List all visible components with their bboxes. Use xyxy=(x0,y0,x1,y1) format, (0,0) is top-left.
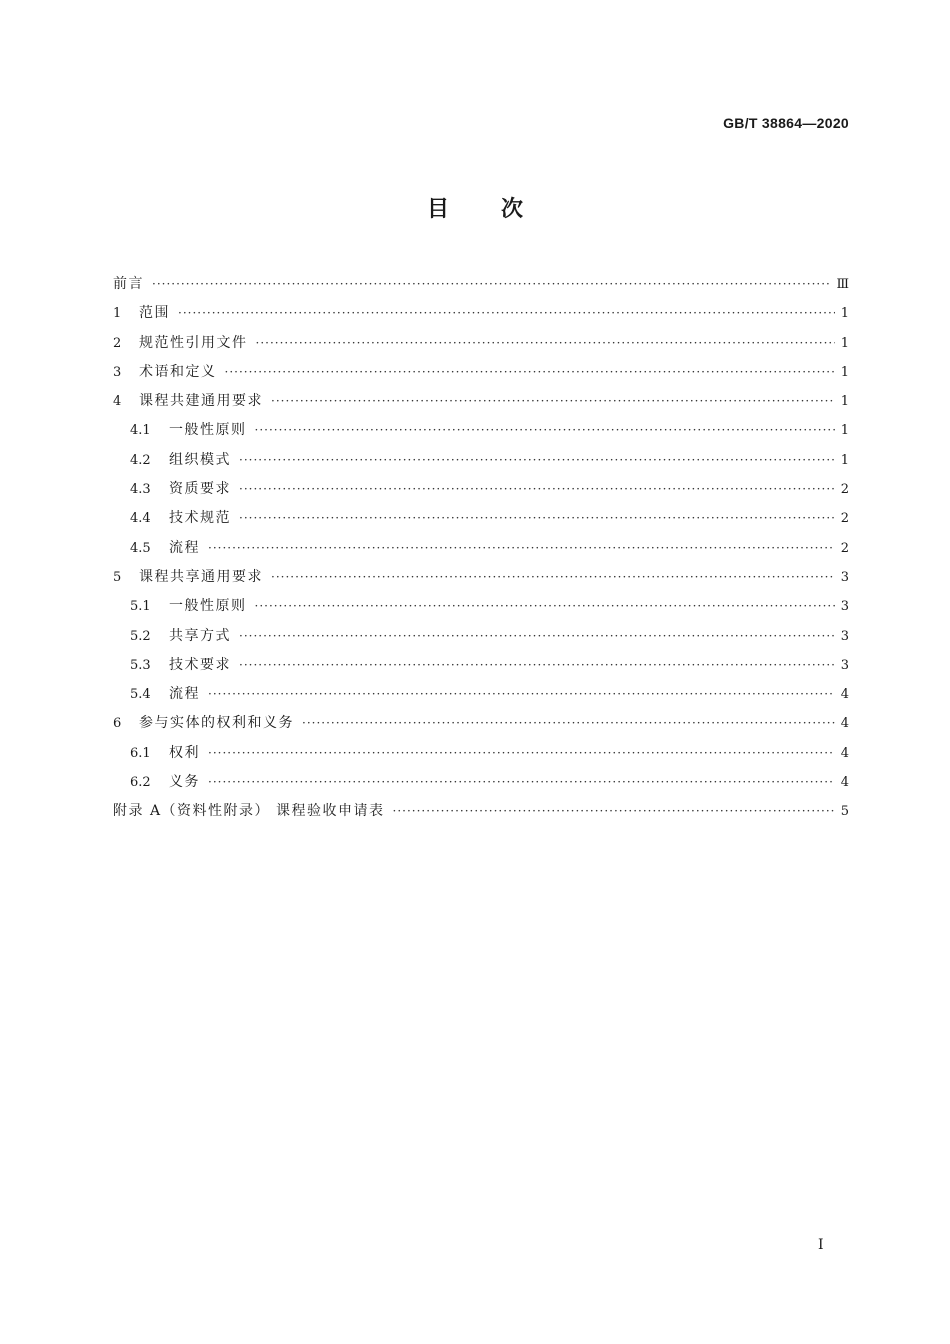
toc-entry-label: 课程共享通用要求 xyxy=(139,568,263,585)
toc-entry-label: 规范性引用文件 xyxy=(139,334,248,351)
toc-entry-number: 5.1 xyxy=(130,599,151,615)
toc-entry[interactable] xyxy=(113,446,849,475)
toc-leader-dots xyxy=(178,299,835,328)
page-title-part1: 目 xyxy=(426,197,449,222)
toc-entry[interactable] xyxy=(113,534,849,563)
toc-entry-number: 5.2 xyxy=(130,628,151,644)
page-title xyxy=(0,196,950,224)
toc-leader-dots xyxy=(255,416,836,445)
toc-entry-number: 1 xyxy=(113,306,122,322)
toc-leader-dots xyxy=(152,270,832,299)
toc-entry-label: 附录 A（资料性附录） 课程验收申请表 xyxy=(113,803,385,820)
toc-entry-page: Ⅲ xyxy=(836,277,849,292)
toc-leader-dots xyxy=(208,534,835,563)
toc-entry-label: 资质要求 xyxy=(169,481,231,498)
toc-entry[interactable] xyxy=(113,387,849,416)
toc-entry-page: 1 xyxy=(840,452,849,468)
toc-entry[interactable] xyxy=(113,739,849,768)
toc-entry[interactable] xyxy=(113,592,849,621)
toc-entry[interactable] xyxy=(113,768,849,797)
toc-entry-number: 4 xyxy=(113,394,122,410)
toc-entry-label: 技术规范 xyxy=(169,510,231,527)
toc-entry-number: 4.4 xyxy=(130,511,151,527)
toc-leader-dots xyxy=(271,563,835,592)
toc-leader-dots xyxy=(208,739,835,768)
toc-entry-page: 4 xyxy=(840,687,849,703)
toc-entry-label: 范围 xyxy=(139,305,170,322)
toc-entry-page: 2 xyxy=(840,511,849,527)
toc-entry-page: 1 xyxy=(840,423,849,439)
toc-entry-page: 4 xyxy=(840,775,849,791)
toc-entry-number: 4.1 xyxy=(130,423,151,439)
toc-entry-page: 4 xyxy=(840,745,849,761)
toc-entry-number: 5.3 xyxy=(130,657,151,673)
toc-entry-page: 2 xyxy=(840,482,849,498)
toc-entry-number: 4.5 xyxy=(130,540,151,556)
toc-entry-page: 2 xyxy=(840,540,849,556)
toc-entry[interactable] xyxy=(113,797,849,826)
toc-leader-dots xyxy=(239,651,835,680)
toc-entry[interactable] xyxy=(113,563,849,592)
toc-leader-dots xyxy=(239,475,835,504)
toc-entry-number: 5.4 xyxy=(130,687,151,703)
toc-leader-dots xyxy=(208,680,835,709)
toc-leader-dots xyxy=(239,504,835,533)
toc-leader-dots xyxy=(239,622,835,651)
toc-entry[interactable] xyxy=(113,651,849,680)
toc-leader-dots xyxy=(393,797,835,826)
toc-entry-label: 流程 xyxy=(169,539,200,556)
toc-entry[interactable] xyxy=(113,358,849,387)
toc-entry-label: 课程共建通用要求 xyxy=(139,393,263,410)
toc-entry-label: 一般性原则 xyxy=(169,598,247,615)
toc-leader-dots xyxy=(255,592,836,621)
table-of-contents xyxy=(113,270,849,827)
toc-entry-page: 3 xyxy=(840,599,849,615)
page-title-part2: 次 xyxy=(501,197,524,222)
toc-entry[interactable] xyxy=(113,709,849,738)
toc-entry-number: 4.3 xyxy=(130,482,151,498)
toc-entry[interactable] xyxy=(113,680,849,709)
toc-entry-number: 6.1 xyxy=(130,745,151,761)
toc-entry[interactable] xyxy=(113,416,849,445)
toc-entry-number: 4.2 xyxy=(130,452,151,468)
toc-entry[interactable] xyxy=(113,299,849,328)
toc-leader-dots xyxy=(302,709,835,738)
toc-leader-dots xyxy=(239,446,835,475)
toc-entry-number: 5 xyxy=(113,569,122,585)
toc-entry[interactable] xyxy=(113,622,849,651)
toc-entry-number: 6.2 xyxy=(130,775,151,791)
toc-entry-label: 流程 xyxy=(169,686,200,703)
toc-entry-page: 3 xyxy=(840,628,849,644)
toc-leader-dots xyxy=(256,329,836,358)
toc-entry-label: 组织模式 xyxy=(169,451,231,468)
toc-entry-label: 技术要求 xyxy=(169,656,231,673)
toc-leader-dots xyxy=(208,768,835,797)
toc-leader-dots xyxy=(271,387,835,416)
toc-entry[interactable] xyxy=(113,329,849,358)
toc-entry-number: 3 xyxy=(113,364,122,380)
standard-code: GB/T 38864—2020 xyxy=(723,115,849,131)
toc-entry-label: 参与实体的权利和义务 xyxy=(139,715,294,732)
toc-entry-label: 一般性原则 xyxy=(169,422,247,439)
toc-entry-label: 前言 xyxy=(113,276,144,292)
toc-entry[interactable] xyxy=(113,504,849,533)
toc-entry-page: 1 xyxy=(840,306,849,322)
toc-entry-page: 5 xyxy=(840,804,849,820)
toc-entry-page: 3 xyxy=(840,657,849,673)
toc-entry-page: 1 xyxy=(840,364,849,380)
toc-leader-dots xyxy=(225,358,836,387)
toc-entry[interactable] xyxy=(113,270,849,299)
toc-entry-page: 1 xyxy=(840,394,849,410)
toc-entry-label: 义务 xyxy=(169,774,200,791)
toc-entry-page: 4 xyxy=(840,716,849,732)
toc-entry[interactable] xyxy=(113,475,849,504)
toc-entry-page: 1 xyxy=(840,335,849,351)
page-number: I xyxy=(818,1237,824,1253)
toc-entry-number: 6 xyxy=(113,716,122,732)
toc-entry-label: 共享方式 xyxy=(169,627,231,644)
toc-entry-label: 权利 xyxy=(169,744,200,761)
toc-entry-number: 2 xyxy=(113,335,122,351)
toc-entry-label: 术语和定义 xyxy=(139,363,217,380)
toc-entry-page: 3 xyxy=(840,569,849,585)
